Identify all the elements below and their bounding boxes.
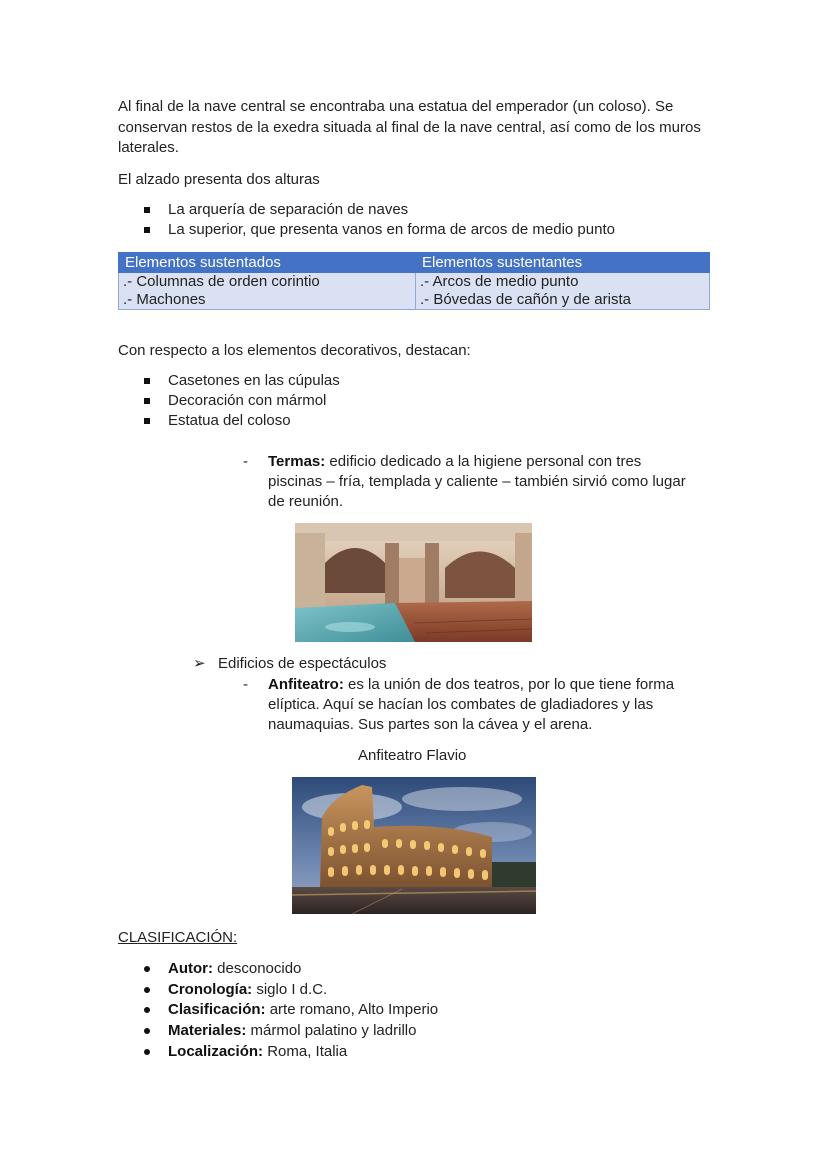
decorative-item: Decoración con mármol	[168, 392, 327, 409]
dot-bullet-icon	[144, 1028, 150, 1034]
clasificacion-value: arte romano, Alto Imperio	[269, 1001, 439, 1018]
clasificacion-item	[168, 1000, 438, 1020]
alzado-text: El alzado presenta dos alturas	[118, 171, 320, 188]
colosseum-illustration	[292, 777, 536, 914]
table-cell	[416, 273, 710, 310]
clasificacion-label: Localización:	[168, 1043, 264, 1060]
table-cell-line: .- Bóvedas de cañón y de arista	[420, 291, 631, 308]
clasificacion-item	[168, 980, 327, 1000]
table-cell-line: .- Columnas de orden corintio	[123, 273, 320, 290]
decorative-item: Estatua del coloso	[168, 412, 291, 429]
square-bullet-icon	[144, 227, 150, 233]
anfiteatro-line-1	[268, 675, 674, 695]
termas-term: Termas:	[268, 453, 326, 470]
table-header-row	[119, 253, 710, 273]
clasificacion-value: desconocido	[217, 960, 302, 977]
colosseum-image	[292, 777, 536, 914]
anfiteatro-text: es la unión de dos teatros, por lo que tiene forma	[348, 676, 675, 693]
dot-bullet-icon	[144, 987, 150, 993]
arrow-bullet-icon: ➢	[193, 655, 206, 672]
clasificacion-label: Cronología:	[168, 981, 253, 998]
clasificacion-label: Clasificación:	[168, 1001, 266, 1018]
table-row	[119, 273, 710, 310]
square-bullet-icon	[144, 207, 150, 213]
termas-line-2: piscinas – fría, templada y caliente – también sirvió como lugar	[268, 473, 686, 490]
table-header: Elementos sustentantes	[416, 253, 710, 273]
clasificacion-label: Autor:	[168, 960, 213, 977]
anfiteatro-term: Anfiteatro:	[268, 676, 344, 693]
dot-bullet-icon	[144, 1049, 150, 1055]
image-caption: Anfiteatro Flavio	[358, 747, 467, 764]
clasificacion-heading: CLASIFICACIÓN:	[118, 929, 238, 946]
dash-marker: -	[243, 453, 248, 470]
termas-line-3: de reunión.	[268, 493, 344, 510]
square-bullet-icon	[144, 398, 150, 404]
alzado-item: La superior, que presenta vanos en forma de arcos de medio punto	[168, 221, 615, 238]
intro-paragraph: Al final de la nave central se encontraba una estatua del emperador (un coloso). Se conservan restos de la exedra situada al final de la nave central, así como de los muros laterales.	[118, 98, 701, 156]
termas-image	[295, 523, 532, 642]
table-cell-line: .- Arcos de medio punto	[420, 273, 579, 290]
termas-text: edificio dedicado a la higiene personal con tres	[329, 453, 642, 470]
alzado-item: La arquería de separación de naves	[168, 201, 409, 218]
anfiteatro-line-3: naumaquias. Sus partes son la cávea y el arena.	[268, 716, 593, 733]
elements-table	[118, 252, 710, 310]
table-header: Elementos sustentados	[119, 253, 416, 273]
square-bullet-icon	[144, 378, 150, 384]
dot-bullet-icon	[144, 1007, 150, 1013]
clasificacion-value: Roma, Italia	[267, 1043, 348, 1060]
anfiteatro-line-2: elíptica. Aquí se hacían los combates de gladiadores y las	[268, 696, 654, 713]
clasificacion-value: mármol palatino y ladrillo	[250, 1022, 417, 1039]
decorative-item: Casetones en las cúpulas	[168, 372, 340, 389]
dot-bullet-icon	[144, 966, 150, 972]
dash-marker: -	[243, 676, 248, 693]
decorative-intro: Con respecto a los elementos decorativos, destacan:	[118, 342, 471, 359]
termas-line-1	[268, 452, 641, 472]
clasificacion-item	[168, 1042, 347, 1062]
clasificacion-item	[168, 1021, 416, 1041]
espectaculos-heading: Edificios de espectáculos	[218, 655, 387, 672]
table-cell	[119, 273, 416, 310]
clasificacion-item	[168, 959, 301, 979]
table-cell-line: .- Machones	[123, 291, 206, 308]
clasificacion-value: siglo I d.C.	[256, 981, 328, 998]
roman-baths-illustration	[295, 523, 532, 642]
square-bullet-icon	[144, 418, 150, 424]
clasificacion-label: Materiales:	[168, 1022, 247, 1039]
